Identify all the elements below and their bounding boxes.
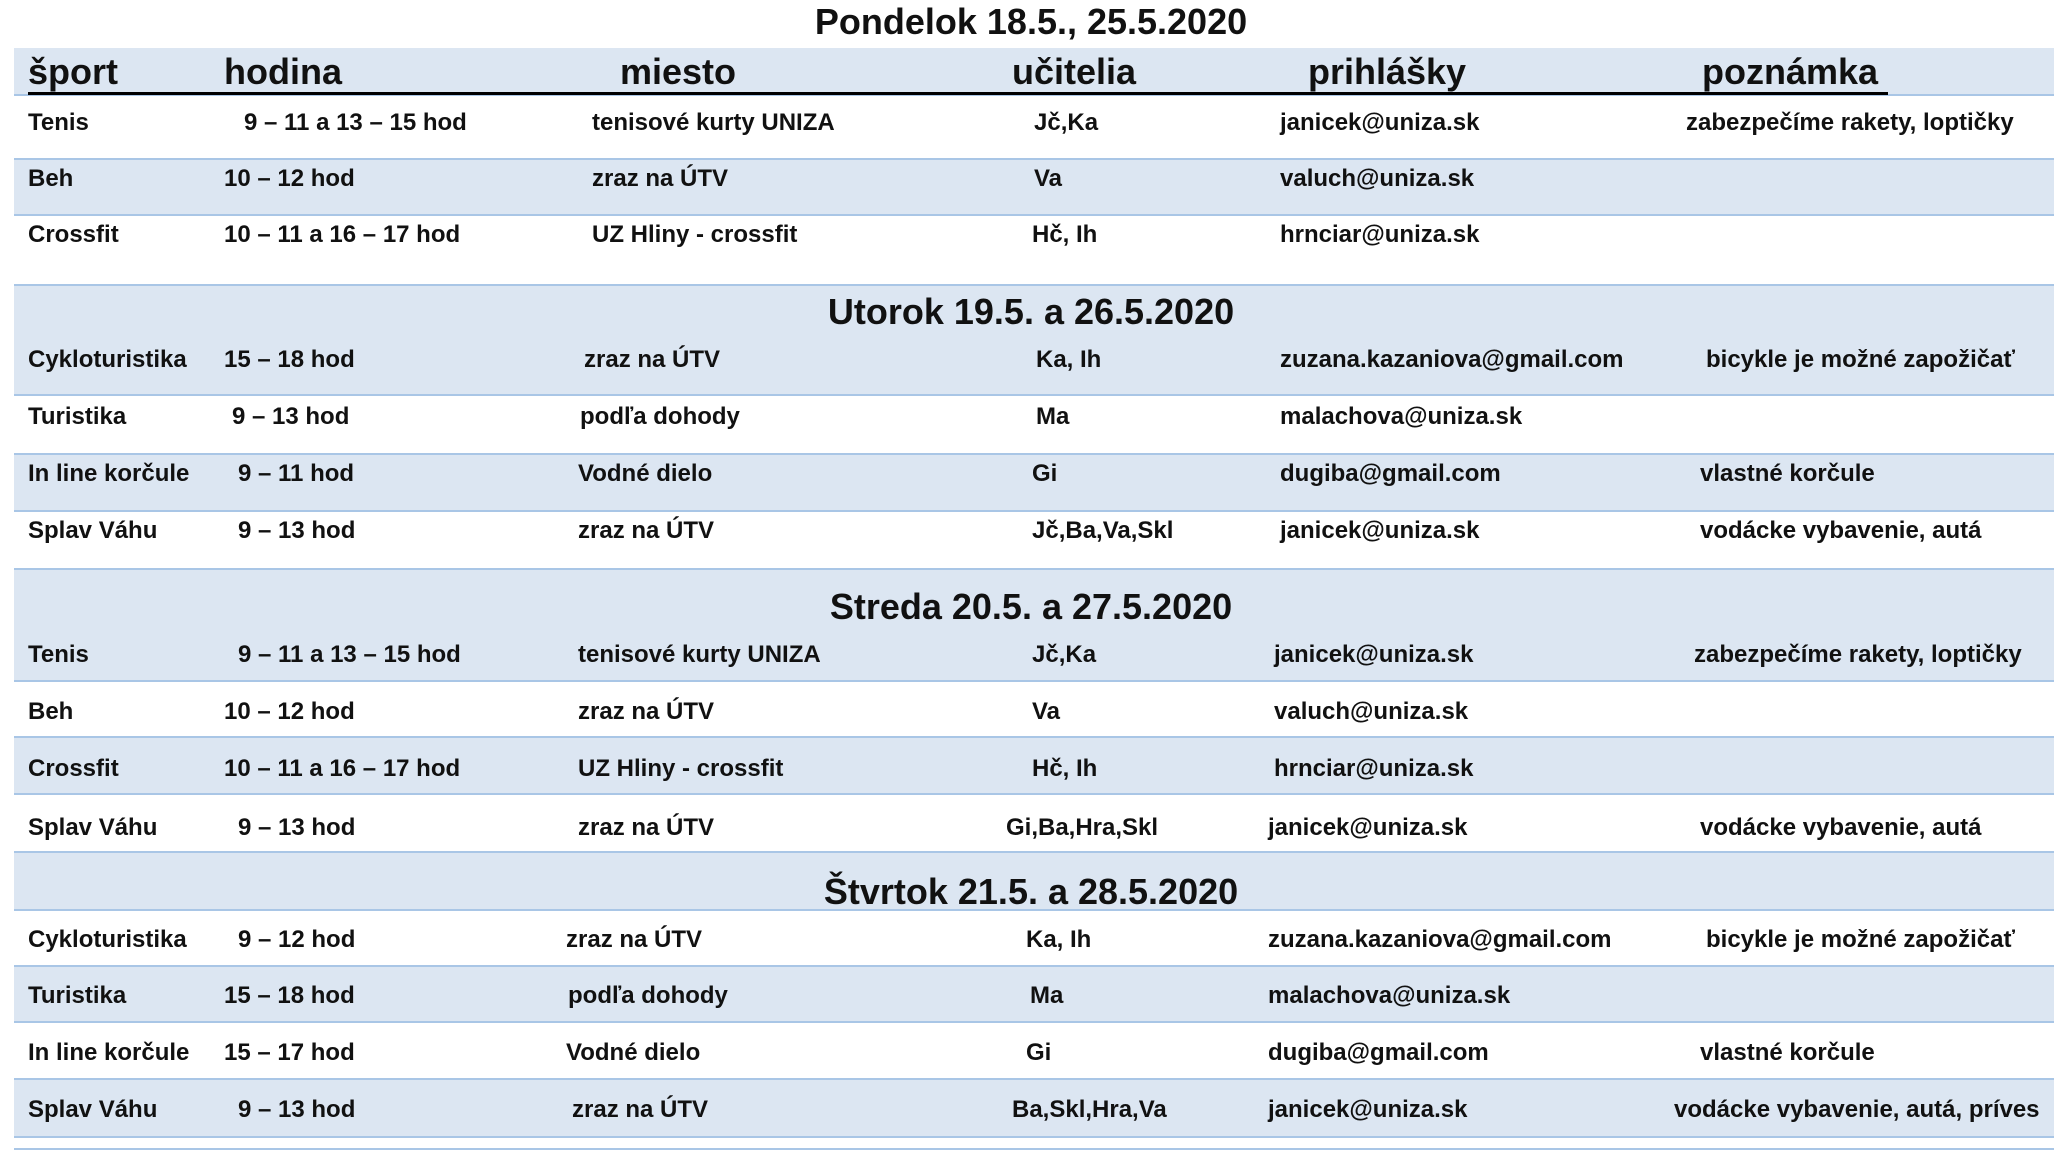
cell-ucitelia: Jč,Ka bbox=[1034, 109, 1099, 136]
cell-poznamka: bicykle je možné zapožičať bbox=[1706, 346, 2015, 373]
cell-sport: Splav Váhu bbox=[28, 1096, 158, 1123]
cell-sport: Beh bbox=[28, 165, 74, 192]
cell-ucitelia: Ka, Ih bbox=[1036, 346, 1102, 373]
cell-prihlasky: malachova@uniza.sk bbox=[1280, 403, 1523, 430]
cell-miesto: Vodné dielo bbox=[566, 1039, 701, 1066]
cell-poznamka: vlastné korčule bbox=[1700, 1039, 1875, 1066]
cell-ucitelia: Gi bbox=[1026, 1039, 1052, 1066]
cell-sport: In line korčule bbox=[28, 460, 190, 487]
cell-prihlasky: janicek@uniza.sk bbox=[1280, 517, 1480, 544]
column-header-sport: šport bbox=[28, 51, 118, 92]
cell-hodina: 9 – 13 hod bbox=[232, 403, 350, 430]
cell-hodina: 15 – 17 hod bbox=[224, 1039, 355, 1066]
cell-miesto: zraz na ÚTV bbox=[578, 698, 715, 725]
cell-miesto: UZ Hliny - crossfit bbox=[578, 755, 784, 782]
header-underline bbox=[28, 92, 1888, 95]
cell-hodina: 10 – 11 a 16 – 17 hod bbox=[224, 755, 461, 782]
cell-poznamka: vlastné korčule bbox=[1700, 460, 1875, 487]
cell-ucitelia: Jč,Ka bbox=[1032, 641, 1097, 668]
cell-prihlasky: zuzana.kazaniova@gmail.com bbox=[1268, 926, 1612, 953]
cell-sport: Turistika bbox=[28, 403, 127, 430]
cell-hodina: 9 – 13 hod bbox=[238, 814, 356, 841]
cell-ucitelia: Gi bbox=[1032, 460, 1058, 487]
cell-sport: Turistika bbox=[28, 982, 127, 1009]
cell-sport: Splav Váhu bbox=[28, 814, 158, 841]
cell-sport: Tenis bbox=[28, 641, 89, 668]
cell-hodina: 15 – 18 hod bbox=[224, 346, 355, 373]
cell-miesto: podľa dohody bbox=[580, 403, 740, 430]
cell-sport: Tenis bbox=[28, 109, 89, 136]
cell-miesto: zraz na ÚTV bbox=[578, 517, 715, 544]
cell-sport: Crossfit bbox=[28, 221, 119, 248]
cell-miesto: podľa dohody bbox=[568, 982, 728, 1009]
cell-prihlasky: janicek@uniza.sk bbox=[1274, 641, 1474, 668]
cell-ucitelia: Hč, Ih bbox=[1032, 221, 1098, 248]
column-header-miesto: miesto bbox=[620, 51, 737, 92]
cell-ucitelia: Va bbox=[1032, 698, 1061, 725]
cell-poznamka: vodácke vybavenie, autá bbox=[1700, 517, 1982, 544]
cell-hodina: 10 – 12 hod bbox=[224, 698, 355, 725]
cell-hodina: 10 – 12 hod bbox=[224, 165, 355, 192]
cell-ucitelia: Jč,Ba,Va,Skl bbox=[1032, 517, 1174, 544]
cell-prihlasky: malachova@uniza.sk bbox=[1268, 982, 1511, 1009]
column-header-ucitelia: učitelia bbox=[1012, 51, 1137, 92]
cell-hodina: 9 – 11 a 13 – 15 hod bbox=[244, 109, 467, 136]
section-title-utorok: Utorok 19.5. a 26.5.2020 bbox=[827, 291, 1235, 332]
column-header-prihlasky: prihlášky bbox=[1308, 51, 1467, 92]
cell-hodina: 9 – 11 hod bbox=[238, 460, 355, 487]
column-header-hodina: hodina bbox=[224, 51, 342, 92]
cell-sport: In line korčule bbox=[28, 1039, 190, 1066]
cell-hodina: 9 – 11 a 13 – 15 hod bbox=[238, 641, 461, 668]
cell-prihlasky: hrnciar@uniza.sk bbox=[1280, 221, 1480, 248]
cell-ucitelia: Hč, Ih bbox=[1032, 755, 1098, 782]
cell-ucitelia: Va bbox=[1034, 165, 1063, 192]
cell-hodina: 15 – 18 hod bbox=[224, 982, 355, 1009]
cell-hodina: 9 – 13 hod bbox=[238, 1096, 356, 1123]
cell-prihlasky: hrnciar@uniza.sk bbox=[1274, 755, 1474, 782]
cell-sport: Crossfit bbox=[28, 755, 119, 782]
cell-prihlasky: janicek@uniza.sk bbox=[1280, 109, 1480, 136]
cell-sport: Cykloturistika bbox=[28, 346, 187, 373]
cell-prihlasky: dugiba@gmail.com bbox=[1280, 460, 1501, 487]
cell-miesto: zraz na ÚTV bbox=[566, 926, 703, 953]
cell-miesto: tenisové kurty UNIZA bbox=[578, 641, 821, 668]
cell-poznamka: vodácke vybavenie, autá bbox=[1700, 814, 1982, 841]
cell-miesto: UZ Hliny - crossfit bbox=[592, 221, 798, 248]
cell-prihlasky: dugiba@gmail.com bbox=[1268, 1039, 1489, 1066]
cell-ucitelia: Ma bbox=[1036, 403, 1070, 430]
cell-poznamka: zabezpečíme rakety, loptičky bbox=[1694, 641, 2022, 668]
cell-sport: Splav Váhu bbox=[28, 517, 158, 544]
cell-miesto: Vodné dielo bbox=[578, 460, 713, 487]
cell-ucitelia: Ma bbox=[1030, 982, 1064, 1009]
cell-miesto: zraz na ÚTV bbox=[584, 346, 721, 373]
cell-miesto: zraz na ÚTV bbox=[572, 1096, 709, 1123]
cell-prihlasky: janicek@uniza.sk bbox=[1268, 1096, 1468, 1123]
cell-ucitelia: Ka, Ih bbox=[1026, 926, 1092, 953]
section-title-pondelok: Pondelok 18.5., 25.5.2020 bbox=[814, 1, 1248, 42]
cell-prihlasky: valuch@uniza.sk bbox=[1280, 165, 1475, 192]
cell-poznamka: vodácke vybavenie, autá, príves bbox=[1674, 1096, 2040, 1123]
section-title-stvrtok: Štvrtok 21.5. a 28.5.2020 bbox=[823, 871, 1239, 912]
cell-sport: Beh bbox=[28, 698, 74, 725]
cell-poznamka: bicykle je možné zapožičať bbox=[1706, 926, 2015, 953]
cell-prihlasky: janicek@uniza.sk bbox=[1268, 814, 1468, 841]
row-band bbox=[14, 1138, 2054, 1150]
cell-prihlasky: zuzana.kazaniova@gmail.com bbox=[1280, 346, 1624, 373]
column-header-poznamka: poznámka bbox=[1702, 51, 1879, 92]
cell-miesto: tenisové kurty UNIZA bbox=[592, 109, 835, 136]
section-title-streda: Streda 20.5. a 27.5.2020 bbox=[829, 586, 1233, 627]
cell-hodina: 9 – 12 hod bbox=[238, 926, 356, 953]
cell-ucitelia: Ba,Skl,Hra,Va bbox=[1012, 1096, 1167, 1123]
cell-sport: Cykloturistika bbox=[28, 926, 187, 953]
cell-ucitelia: Gi,Ba,Hra,Skl bbox=[1006, 814, 1159, 841]
cell-hodina: 10 – 11 a 16 – 17 hod bbox=[224, 221, 461, 248]
cell-hodina: 9 – 13 hod bbox=[238, 517, 356, 544]
cell-prihlasky: valuch@uniza.sk bbox=[1274, 698, 1469, 725]
cell-poznamka: zabezpečíme rakety, loptičky bbox=[1686, 109, 2014, 136]
cell-miesto: zraz na ÚTV bbox=[578, 814, 715, 841]
cell-miesto: zraz na ÚTV bbox=[592, 165, 729, 192]
